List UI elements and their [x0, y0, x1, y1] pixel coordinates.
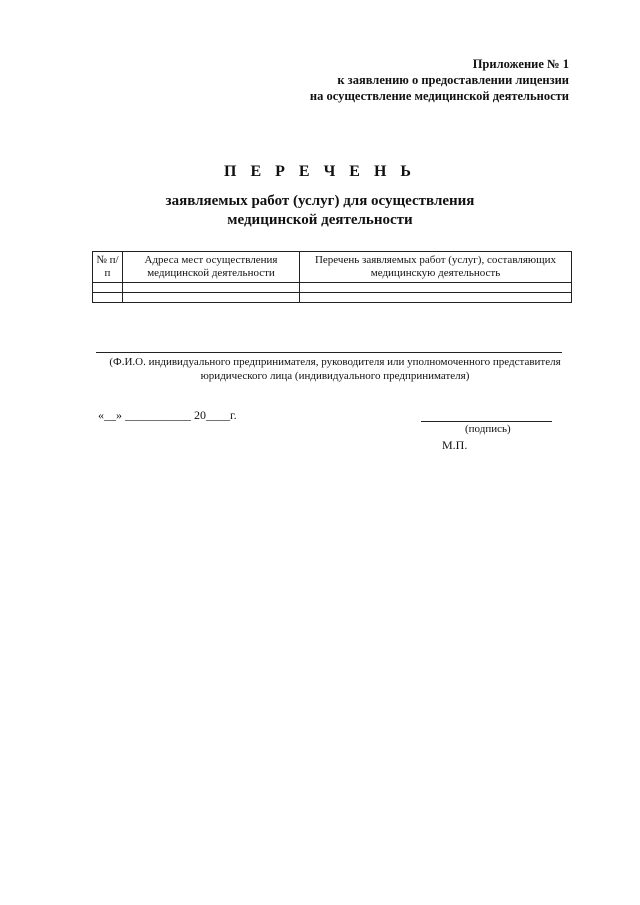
header-number: № п/п: [93, 252, 123, 283]
header-works: Перечень заявляемых работ (услуг), составляющих медицинскую деятельность: [300, 252, 572, 283]
subtitle-line-2: медицинской деятельности: [227, 212, 413, 228]
appendix-number: Приложение № 1: [472, 57, 569, 71]
table-header-row: [93, 252, 572, 283]
signature-line[interactable]: [421, 421, 552, 422]
document-subtitle: [0, 192, 640, 230]
header-addresses: Адреса мест осуществления медицинской деятельности: [123, 252, 300, 283]
table-cell[interactable]: [300, 293, 572, 303]
table-cell[interactable]: [300, 283, 572, 293]
appendix-reference: к заявлению о предоставлении лицензии: [337, 73, 569, 87]
appendix-header: [310, 56, 569, 104]
table-row: [93, 293, 572, 303]
table-cell[interactable]: [93, 283, 123, 293]
table-row: [93, 283, 572, 293]
fio-caption: [100, 355, 570, 383]
fio-caption-line-2: юридического лица (индивидуального предпринимателя): [200, 370, 470, 382]
table-cell[interactable]: [123, 283, 300, 293]
appendix-reference-cont: на осуществление медицинской деятельности: [309, 89, 569, 103]
document-title: П Е Р Е Ч Е Н Ь: [224, 163, 416, 180]
subtitle-line-1: заявляемых работ (услуг) для осуществления: [165, 193, 475, 209]
table-cell[interactable]: [93, 293, 123, 303]
fio-signature-line[interactable]: [96, 352, 562, 353]
stamp-label: М.П.: [442, 438, 468, 452]
signature-label: (подпись): [465, 423, 511, 435]
fio-caption-line-1: (Ф.И.О. индивидуального предпринимателя, руководителя или уполномоченного представителя: [109, 356, 561, 368]
table-cell[interactable]: [123, 293, 300, 303]
date-field[interactable]: «__» ___________ 20____г.: [98, 408, 237, 422]
works-table: [92, 251, 572, 303]
